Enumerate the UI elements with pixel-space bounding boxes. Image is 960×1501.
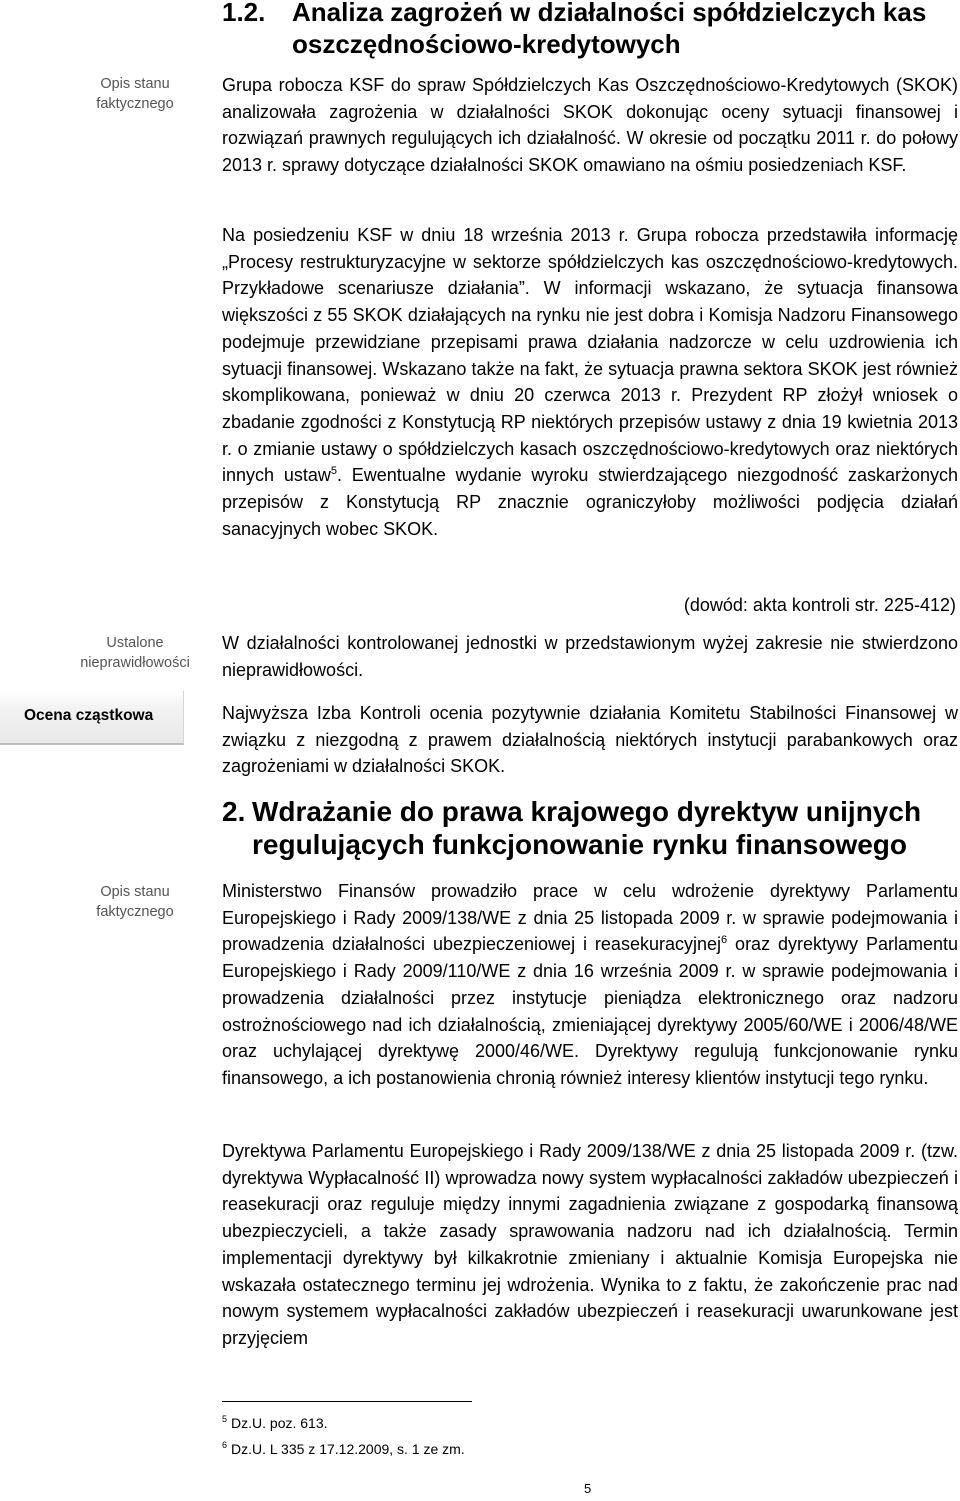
paragraph-text: . Ewentualne wydanie wyroku stwierdzającego niezgodność zaskarżonych przepisów z Konstytucją RP znacznie ograniczyłoby możliwości podjęcia działań sanacyjnych wobec SKOK. <box>222 465 958 539</box>
margin-label-line: nieprawidłowości <box>80 655 190 671</box>
section-title-line2: oszczędnościowo-kredytowych <box>292 29 681 59</box>
margin-label-line: Ustalone <box>106 635 164 651</box>
paragraph-ksf-working-group: Grupa robocza KSF do spraw Spółdzielczych Kas Oszczędnościowo-Kredytowych (SKOK) analizowała zagrożenia w działalności SKOK dokonując oceny sytuacji finansowej i rozwiązań prawnych regulujących ich działalność. W okresie od początku 2011 r. do połowy 2013 r. sprawy dotyczące działalności SKOK omawiano na ośmiu posiedzeniach KSF. <box>222 75 958 176</box>
footnote-separator <box>222 1401 472 1402</box>
paragraph-ministry-finance <box>222 878 958 1092</box>
footnote-text: Dz.U. L 335 z 17.12.2009, s. 1 ze zm. <box>231 1441 465 1457</box>
page-number: 5 <box>584 1481 592 1496</box>
margin-label-line: Opis stanu <box>100 884 170 900</box>
section-heading-2 <box>222 795 956 861</box>
margin-label-opis-stanu <box>80 74 190 114</box>
section-title-line1: Wdrażanie do prawa krajowego dyrektyw unijnych <box>252 796 922 827</box>
ocena-czastkowa-label: Ocena cząstkowa <box>24 707 154 724</box>
margin-label-opis-stanu-2 <box>80 882 190 922</box>
footnote-mark: 5 <box>222 1414 228 1425</box>
paragraph-solvency-ii: Dyrektywa Parlamentu Europejskiego i Rady 2009/138/WE z dnia 25 listopada 2009 r. (tzw. dyrektywa Wypłacalność II) wprowadza nowy system wypłacalności zakładów ubezpieczeń i reasekuracji oraz reguluje między innymi zagadnienia związane z gospodarką finansową ubezpieczycieli, a także zasady sprawowania nadzoru nad ich działalnością. Termin implementacji dyrektywy był kilkakrotnie zmieniany i aktualnie Komisja Europejska nie wskazała ostatecznego terminu jej wdrożenia. Wynika to z faktu, że zakończenie prac nad nowym systemem wypłacalności zakładów ubezpieczeń i reasekuracji uwarunkowane jest przyjęciem <box>222 1141 958 1348</box>
margin-label-line: faktycznego <box>96 904 174 920</box>
paragraph-text: Na posiedzeniu KSF w dniu 18 września 2013 r. Grupa robocza przedstawiła informację „Procesy restrukturyzacyjne w sektorze spółdzielczych kas oszczędnościowo-kredytowych. Przykładowe scenariusze działania”. W informacji wskazano, że sytuacja finansowa większości z 55 SKOK działających na rynku nie jest dobra i Komisja Nadzoru Finansowego podejmuje przewidziane przepisami prawa działania nadzorcze w celu uzdrowienia ich sytuacji finansowej. Wskazano także na fakt, że sytuacja prawna sektora SKOK jest również skomplikowana, ponieważ w dniu 20 czerwca 2013 r. Prezydent RP złożył wniosek o zbadanie zgodności z Konstytucją RP niektórych przepisów ustawy z dnia 19 kwietnia 2013 r. o zmianie ustawy o spółdzielczych kasach oszczędnościowo-kredytowych oraz niektórych innych ustaw <box>222 225 958 486</box>
evidence-reference: (dowód: akta kontroli str. 225-412) <box>683 595 956 615</box>
margin-label-ustalone <box>80 633 190 673</box>
section-title-line1: Analiza zagrożeń w działalności spółdzielczych kas <box>292 0 927 27</box>
paragraph-nik-assessment: Najwyższa Izba Kontroli ocenia pozytywnie działania Komitetu Stabilności Finansowej w związku z niezgodną z prawem działalnością niektórych instytucji parabankowych oraz zagrożeniami w działalności SKOK. <box>222 703 958 777</box>
ocena-czastkowa-box <box>0 691 184 745</box>
paragraph-ksf-meeting <box>222 222 958 542</box>
section-heading-1-2 <box>222 0 956 60</box>
footnote-ref: 6 <box>721 934 728 947</box>
footnote-5 <box>222 1414 328 1432</box>
footnote-mark: 6 <box>222 1440 228 1451</box>
section-title-line2: regulujących funkcjonowanie rynku finansowego <box>252 829 908 860</box>
paragraph-text: Ministerstwo Finansów prowadziło prace w celu wdrożenie dyrektywy Parlamentu Europejskiego i Rady 2009/138/WE z dnia 25 listopada 2009 r. w sprawie podejmowania i prowadzenia działalności ubezpieczeniowej i reasekuracyjnej <box>222 881 958 955</box>
margin-label-line: Opis stanu <box>100 76 170 92</box>
footnote-6 <box>222 1440 465 1458</box>
section-number: 2. <box>222 796 246 827</box>
footnote-text: Dz.U. poz. 613. <box>231 1415 328 1431</box>
footnote-ref: 5 <box>330 465 337 478</box>
paragraph-no-irregularities: W działalności kontrolowanej jednostki w przedstawionym wyżej zakresie nie stwierdzono nieprawidłowości. <box>222 633 958 680</box>
margin-label-line: faktycznego <box>96 96 174 112</box>
paragraph-text: oraz dyrektywy Parlamentu Europejskiego i Rady 2009/110/WE z dnia 16 września 2009 r. w sprawie podejmowania i prowadzenia działalności przez instytucje pieniądza elektronicznego oraz nadzoru ostrożnościowego nad ich działalnością, zmieniającej dyrektywy 2005/60/WE i 2006/48/WE oraz uchylającej dyrektywę 2000/46/WE. Dyrektywy regulują funkcjonowanie rynku finansowego, a ich postanowienia chronią również interesy klientów instytucji tego rynku. <box>222 934 958 1088</box>
section-number: 1.2. <box>222 0 266 27</box>
